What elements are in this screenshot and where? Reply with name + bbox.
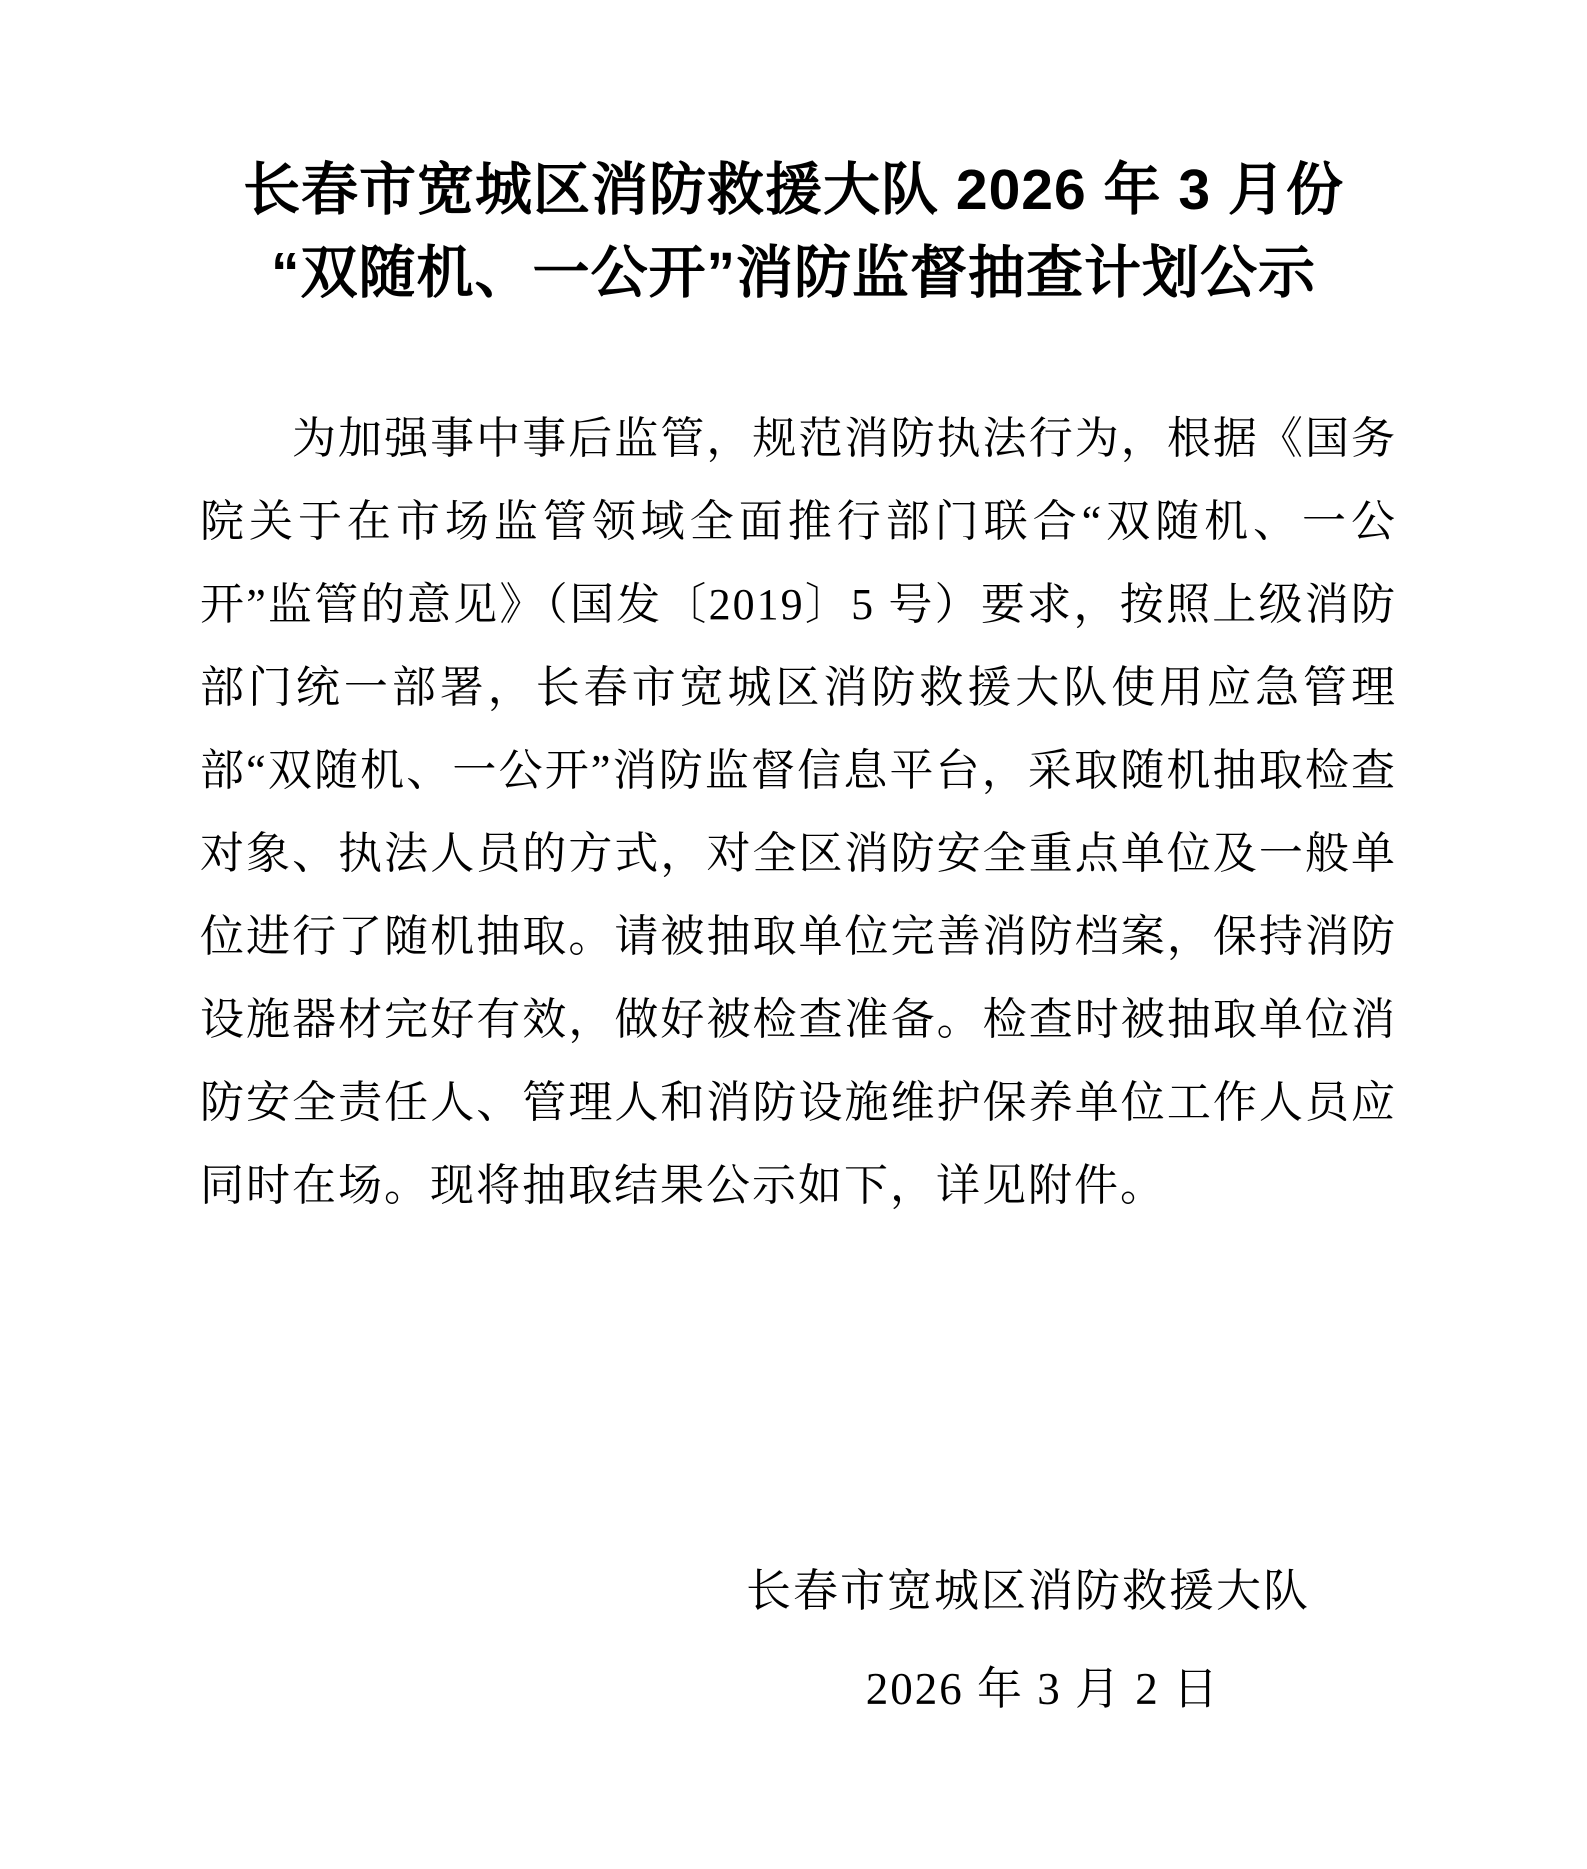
document-body [200,397,1397,1227]
body-paragraph: 为加强事中事后监管，规范消防执法行为，根据《国务院关于在市场监管领域全面推行部门联合“双随机、一公开”监管的意见》（国发〔2019〕5 号）要求，按照上级消防部门统一部署，长春市宽城区消防救援大队使用应急管理部“双随机、一公开”消防监督信息平台，采取随机抽取检查对象、执法人员的方式，对全区消防安全重点单位及一般单位进行了随机抽取。请被抽取单位完善消防档案，保持消防设施器材完好有效，做好被检查准备。检查时被抽取单位消防安全责任人、管理人和消防设施维护保养单位工作人员应同时在场。现将抽取结果公示如下，详见附件。 [200,414,1397,1210]
document-title [120,149,1467,315]
signature-issuer: 长春市宽城区消防救援大队 [745,1566,1310,1616]
title-line-2: “双随机、一公开”消防监督抽查计划公示 [271,241,1316,305]
signature-block [0,1560,1587,1720]
signature-date: 2026 年 3 月 2 日 [865,1664,1220,1714]
title-line-1: 长春市宽城区消防救援大队 2026 年 3 月份 [243,158,1344,222]
